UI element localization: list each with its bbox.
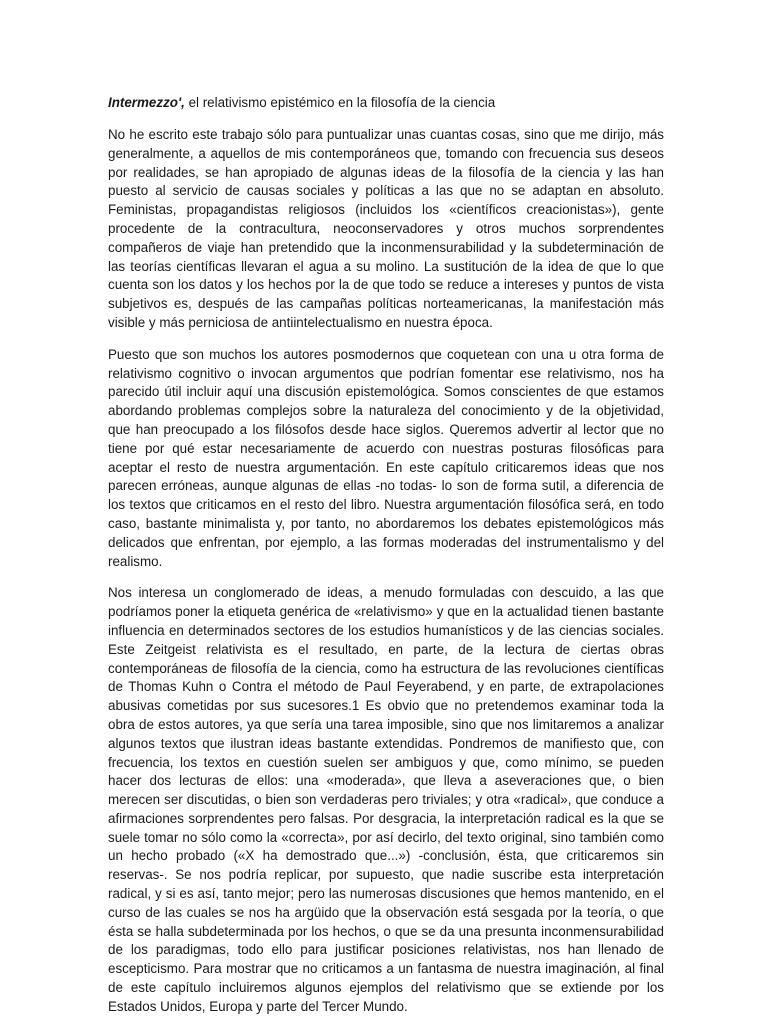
section-title-italic: Intermezzo', <box>108 95 185 110</box>
paragraph-1: No he escrito este trabajo sólo para puntualizar unas cuantas cosas, sino que me dirijo, más generalmente, a aquellos de mis contemporáneos que, tomando con frecuencia sus deseos por realidades, se han apropiado de algunas ideas de la filosofía de la ciencia y las han puesto al servicio de causas sociales y políticas a las que no se adaptan en absoluto. Feministas, propagandistas religiosos (incluidos los «científicos creacionistas»), gente procedente de la contracultura, neoconservadores y otros muchos sorprendentes compañeros de viaje han pretendido que la inconmensurabilidad y la subdeterminación de las teorías científicas llevaran el agua a su molino. La sustitución de la idea de que lo que cuenta son los datos y los hechos por la de que todo se reduce a intereses y puntos de vista subjetivos es, después de las campañas políticas norteamericanas, la manifestación más visible y más perniciosa de antiintelectualismo en nuestra época. <box>108 127 664 330</box>
section-title-rest: el relativismo epistémico en la filosofía de la ciencia <box>184 95 496 110</box>
paragraph-2: Puesto que son muchos los autores posmodernos que coquetean con una u otra forma de relativismo cognitivo o invocan argumentos que podrían fomentar ese relativismo, nos ha parecido útil incluir aquí una discusión epistemológica. Somos conscientes de que estamos abordando problemas complejos sobre la naturaleza del conocimiento y de la objetividad, que han preocupado a los filósofos desde hace siglos. Queremos advertir al lector que no tiene por qué estar necesariamente de acuerdo con nuestras posturas filosóficas para aceptar el resto de nuestra argumentación. En este capítulo criticaremos ideas que nos parecen erróneas, aunque algunas de ellas -no todas- lo son de forma sutil, a diferencia de los textos que criticamos en el resto del libro. Nuestra argumentación filosófica será, en todo caso, bastante minimalista y, por tanto, no abordaremos los debates epistemológicos más delicados que enfrentan, por ejemplo, a las formas moderadas del instrumentalismo y del realismo. <box>108 346 664 569</box>
paragraph-3: Nos interesa un conglomerado de ideas, a menudo formuladas con descuido, a las que podríamos poner la etiqueta genérica de «relativismo» y que en la actualidad tienen bastante influencia en determinados sectores de los estudios humanísticos y de las ciencias sociales. Este Zeitgeist relativista es el resultado, en parte, de la lectura de ciertas obras contemporáneas de filosofía de la ciencia, como ha estructura de las revoluciones científicas de Thomas Kuhn o Contra el método de Paul Feyerabend, y en parte, de extrapolaciones abusivas cometidas por sus sucesores.1 Es obvio que no pretendemos examinar toda la obra de estos autores, ya que sería una tarea imposible, sino que nos limitaremos a analizar algunos textos que ilustran ideas bastante extendidas. Pondremos de manifiesto que, con frecuencia, los textos en cuestión suelen ser ambiguos y que, como mínimo, se pueden hacer dos lecturas de ellos: una «moderada», que lleva a aseveraciones que, o bien merecen ser discutidas, o bien son verdaderas pero triviales; y otra «radical», que conduce a afirmaciones sorprendentes pero falsas. Por desgracia, la interpretación radical es la que se suele tomar no sólo como la «correcta», por así decirlo, del texto original, sino también como un hecho probado («X ha demostrado que...») -conclusión, ésta, que criticaremos sin reservas-. Se nos podría replicar, por supuesto, que nadie suscribe esta interpretación radical, y si es así, tanto mejor; pero las numerosas discusiones que hemos mantenido, en el curso de las cuales se nos ha argüido que la observación está sesgada por la teoría, o que ésta se halla subdeterminada por los hechos, o que se da una presunta inconmensurabilidad de los paradigmas, todo ello para justificar posiciones relativistas, nos han llenado de escepticismo. Para mostrar que no criticamos a un fantasma de nuestra imaginación, al final de este capítulo incluiremos algunos ejemplos del relativismo que se extiende por los Estados Unidos, Europa y parte del Tercer Mundo. <box>108 585 664 1014</box>
section-title <box>108 94 664 112</box>
